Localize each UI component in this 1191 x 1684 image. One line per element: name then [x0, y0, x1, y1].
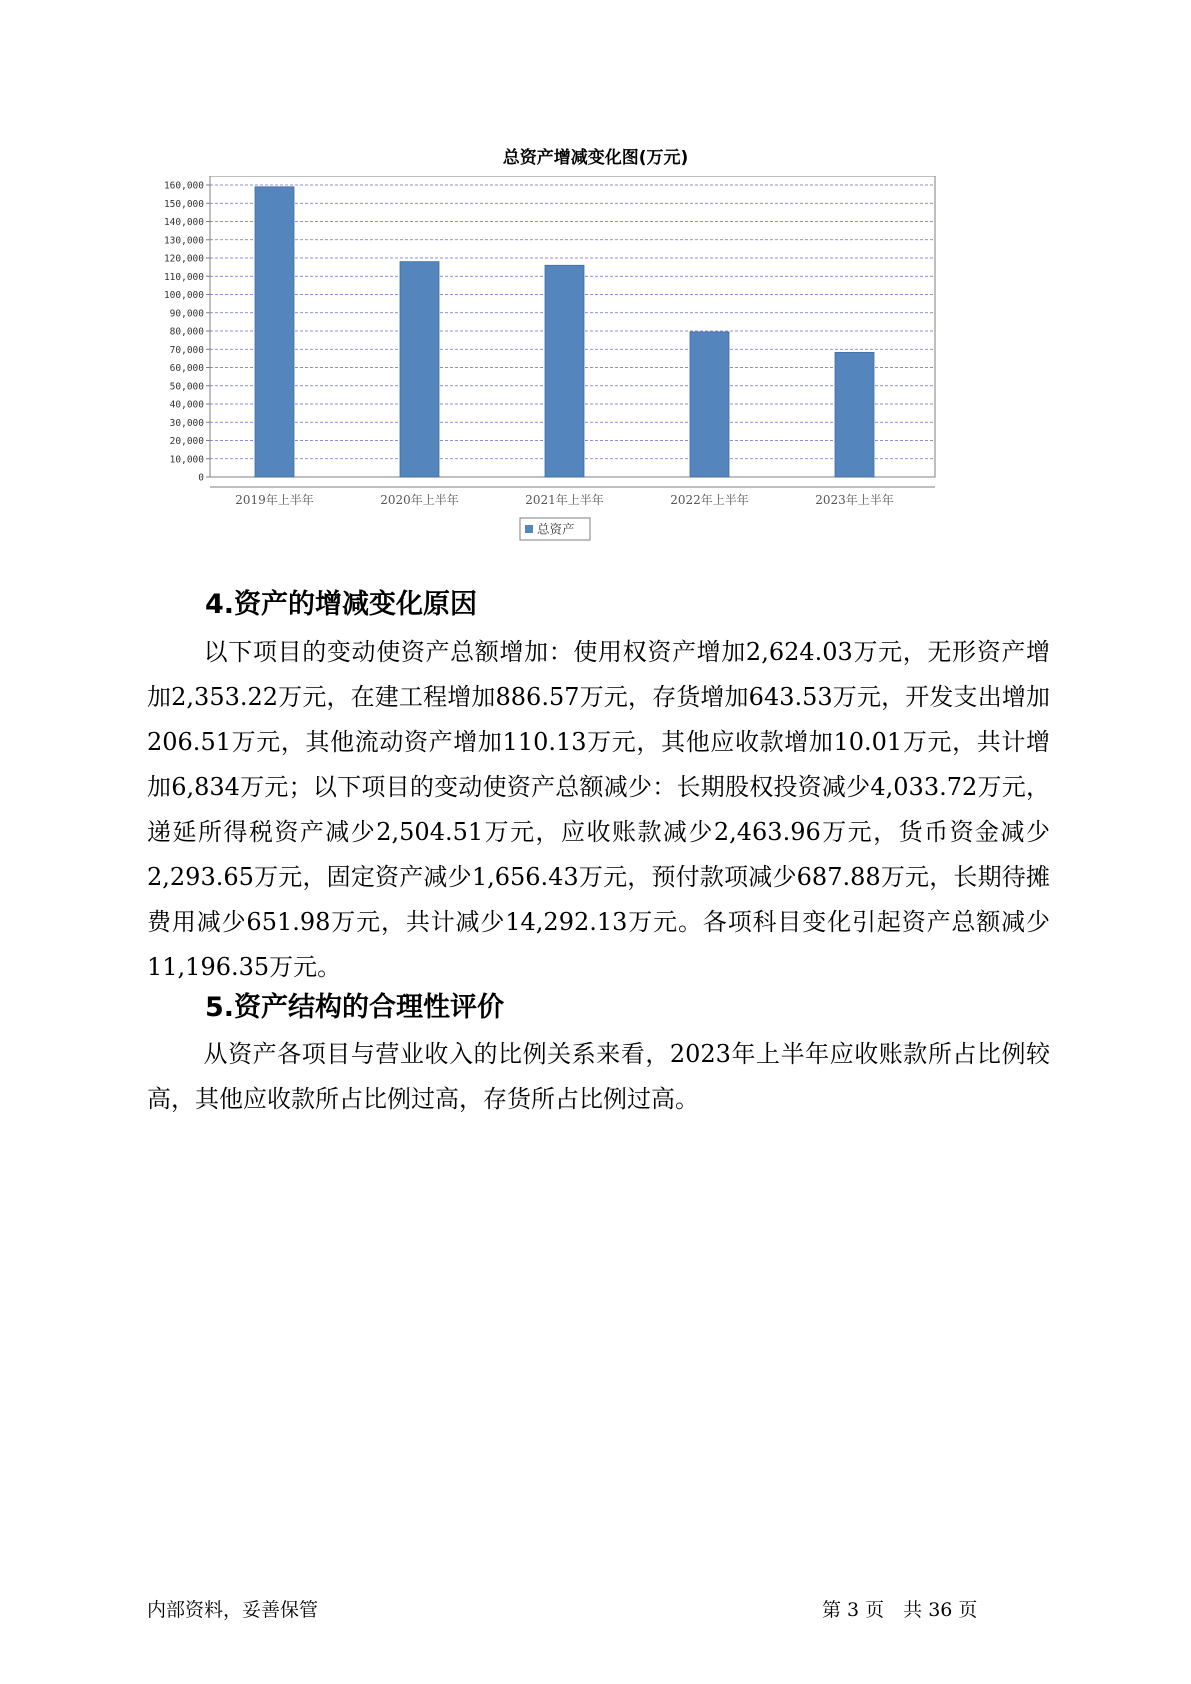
total-assets-bar-chart	[160, 176, 950, 556]
y-tick-label: 20,000	[169, 436, 204, 447]
footer-page-number: 第 3 页 共 36 页	[822, 1599, 978, 1621]
x-tick-label: 2022年上半年	[670, 493, 749, 507]
y-tick-label: 50,000	[169, 381, 204, 393]
y-tick-label: 0	[198, 472, 204, 484]
section-5-paragraph	[147, 1032, 1050, 1122]
y-tick-label: 70,000	[169, 344, 204, 356]
bar-1	[255, 187, 294, 477]
bar-3	[545, 265, 584, 477]
y-tick-label: 10,000	[169, 454, 204, 466]
section-4-text: 以下项目的变动使资产总额增加：使用权资产增加2,624.03万元，无形资产增加2,353.22万元，在建工程增加886.57万元，存货增加643.53万元，开发支出增加206.51万元，其他流动资产增加110.13万元，其他应收款增加10.01万元，共计增加6,834万元；以下项目的变动使资产总额减少：长期股权投资减少4,033.72万元，递延所得税资产减少2,504.51万元，应收账款减少2,463.96万元，货币资金减少2,293.65万元，固定资产减少1,656.43万元，预付款项减少687.88万元，长期待摊费用减少651.98万元，共计减少14,292.13万元。各项科目变化引起资产总额减少11,196.35万元。	[147, 638, 1050, 981]
y-tick-label: 110,000	[163, 271, 204, 283]
bar-4	[690, 332, 729, 477]
chart-title: 总资产增减变化图(万元)	[502, 148, 689, 168]
y-tick-label: 90,000	[169, 308, 204, 320]
y-tick-label: 160,000	[163, 180, 204, 192]
y-tick-label: 140,000	[163, 217, 204, 228]
y-tick-label: 30,000	[169, 417, 204, 429]
footer-left: 内部资料，妥善保管	[147, 1599, 319, 1621]
legend-label: 总资产	[537, 521, 575, 537]
y-tick-label: 120,000	[163, 253, 204, 265]
y-tick-label: 130,000	[163, 235, 204, 247]
bar-5	[835, 352, 874, 477]
y-tick-label: 80,000	[169, 326, 204, 338]
y-tick-label: 100,000	[163, 290, 204, 301]
section-4-heading: 4.资产的增减变化原因	[205, 589, 478, 620]
x-tick-label: 2021年上半年	[525, 493, 604, 507]
section-5-heading: 5.资产结构的合理性评价	[205, 992, 505, 1023]
section-5-text: 从资产各项目与营业收入的比例关系来看，2023年上半年应收账款所占比例较高，其他应收款所占比例过高，存货所占比例过高。	[147, 1040, 1050, 1113]
x-tick-label: 2020年上半年	[380, 493, 459, 507]
x-tick-label: 2019年上半年	[235, 493, 314, 507]
section-4-paragraph	[147, 630, 1050, 990]
legend-swatch	[525, 525, 533, 533]
bar-2	[400, 262, 439, 477]
y-tick-label: 60,000	[169, 363, 204, 374]
y-tick-label: 150,000	[163, 198, 204, 210]
x-tick-label: 2023年上半年	[815, 493, 894, 507]
y-tick-label: 40,000	[169, 399, 204, 411]
